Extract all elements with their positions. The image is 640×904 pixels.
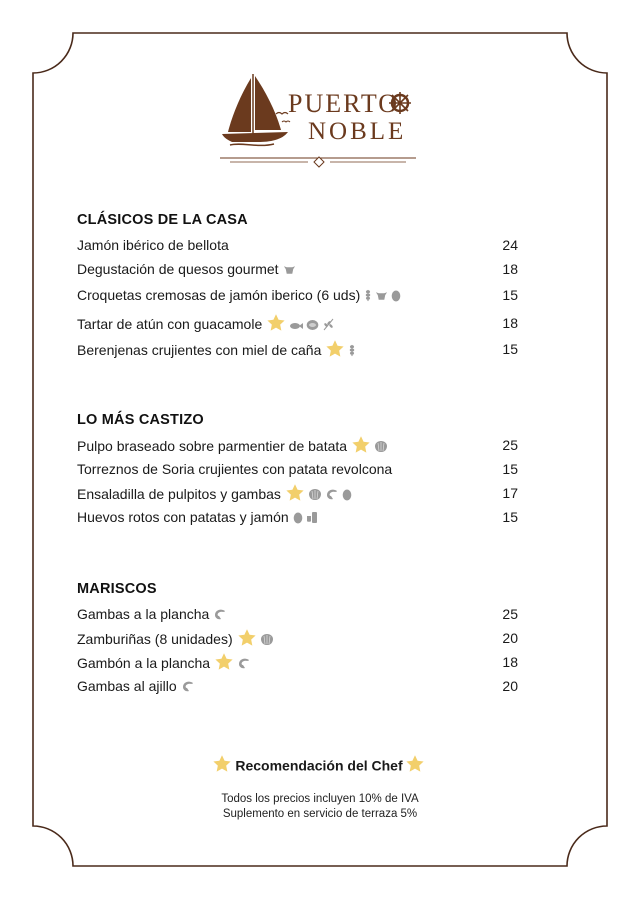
menu-item [77, 435, 518, 455]
star-icon [285, 483, 305, 508]
item-name: Gambón a la plancha [77, 655, 211, 672]
star-icon [266, 313, 286, 338]
section-title-mariscos: MARISCOS [77, 581, 157, 597]
footer-terrace-note: Suplemento en servicio de terraza 5% [222, 808, 418, 820]
item-name: Zamburiñas (8 unidades) [77, 631, 233, 648]
item-name: Berenjenas crujientes con miel de caña [77, 342, 322, 359]
egg-icon [342, 486, 352, 506]
item-name: Degustación de quesos gourmet [77, 261, 279, 277]
star-icon [237, 628, 257, 653]
menu-item [77, 604, 518, 624]
fish-icon [289, 316, 303, 336]
item-name: Tartar de atún con guacamole [77, 316, 263, 333]
menu-item [77, 339, 518, 359]
egg-icon [293, 509, 303, 529]
item-name: Huevos rotos con patatas y jamón [77, 509, 289, 525]
cow-icon [375, 287, 388, 307]
item-name: Gambas al ajillo [77, 678, 177, 694]
menu-item [77, 259, 518, 279]
item-price: 18 [502, 261, 518, 277]
menu-item [77, 459, 518, 479]
cow-icon [283, 261, 296, 281]
menu-item [77, 676, 518, 696]
mollusc-icon [374, 438, 388, 458]
item-name: Jamón ibérico de bellota [77, 237, 229, 253]
star-icon [325, 339, 345, 364]
menu-item [77, 483, 518, 503]
item-price: 20 [502, 678, 518, 694]
item-price: 20 [502, 630, 518, 646]
star-icon [405, 754, 425, 777]
sulphite-icon [306, 509, 319, 529]
shrimp-icon [213, 606, 227, 626]
item-price: 17 [502, 485, 518, 501]
wheat-icon [348, 342, 356, 362]
menu-item [77, 313, 518, 333]
item-price: 25 [502, 437, 518, 453]
item-price: 15 [502, 461, 518, 477]
item-price: 25 [502, 606, 518, 622]
item-price: 18 [502, 654, 518, 670]
item-name: Ensaladilla de pulpitos y gambas [77, 486, 281, 503]
section-title-castizo: LO MÁS CASTIZO [77, 412, 204, 428]
item-price: 24 [502, 237, 518, 253]
chef-recommendation-legend [0, 754, 640, 777]
item-name: Croquetas cremosas de jamón iberico (6 uds) [77, 287, 361, 303]
sesame-icon [322, 316, 335, 336]
item-price: 15 [502, 509, 518, 525]
shrimp-icon [325, 486, 339, 506]
shrimp-icon [181, 678, 195, 698]
chef-recommendation-label: Recomendación del Chef [235, 757, 403, 774]
soy-icon [306, 316, 319, 336]
section-title-clasicos: CLÁSICOS DE LA CASA [77, 212, 248, 228]
item-name: Gambas a la plancha [77, 606, 210, 622]
wheat-icon [364, 287, 372, 307]
egg-icon [391, 287, 401, 307]
menu-item [77, 285, 518, 305]
item-name: Torreznos de Soria crujientes con patata revolcona [77, 461, 393, 477]
menu-item [77, 235, 518, 255]
item-price: 18 [502, 315, 518, 331]
star-icon [351, 435, 371, 460]
item-price: 15 [502, 287, 518, 303]
brand-name-line1: PUERTO [288, 89, 400, 118]
footer-vat-note: Todos los precios incluyen 10% de IVA [221, 793, 419, 805]
star-icon [212, 754, 232, 777]
item-price: 15 [502, 341, 518, 357]
shrimp-icon [237, 655, 251, 675]
mollusc-icon [308, 486, 322, 506]
mollusc-icon [260, 631, 274, 651]
menu-item [77, 507, 518, 527]
star-icon [214, 652, 234, 677]
menu-item [77, 652, 518, 672]
menu-item [77, 628, 518, 648]
item-name: Pulpo braseado sobre parmentier de batata [77, 438, 348, 455]
brand-name-line2: NOBLE [308, 118, 407, 145]
